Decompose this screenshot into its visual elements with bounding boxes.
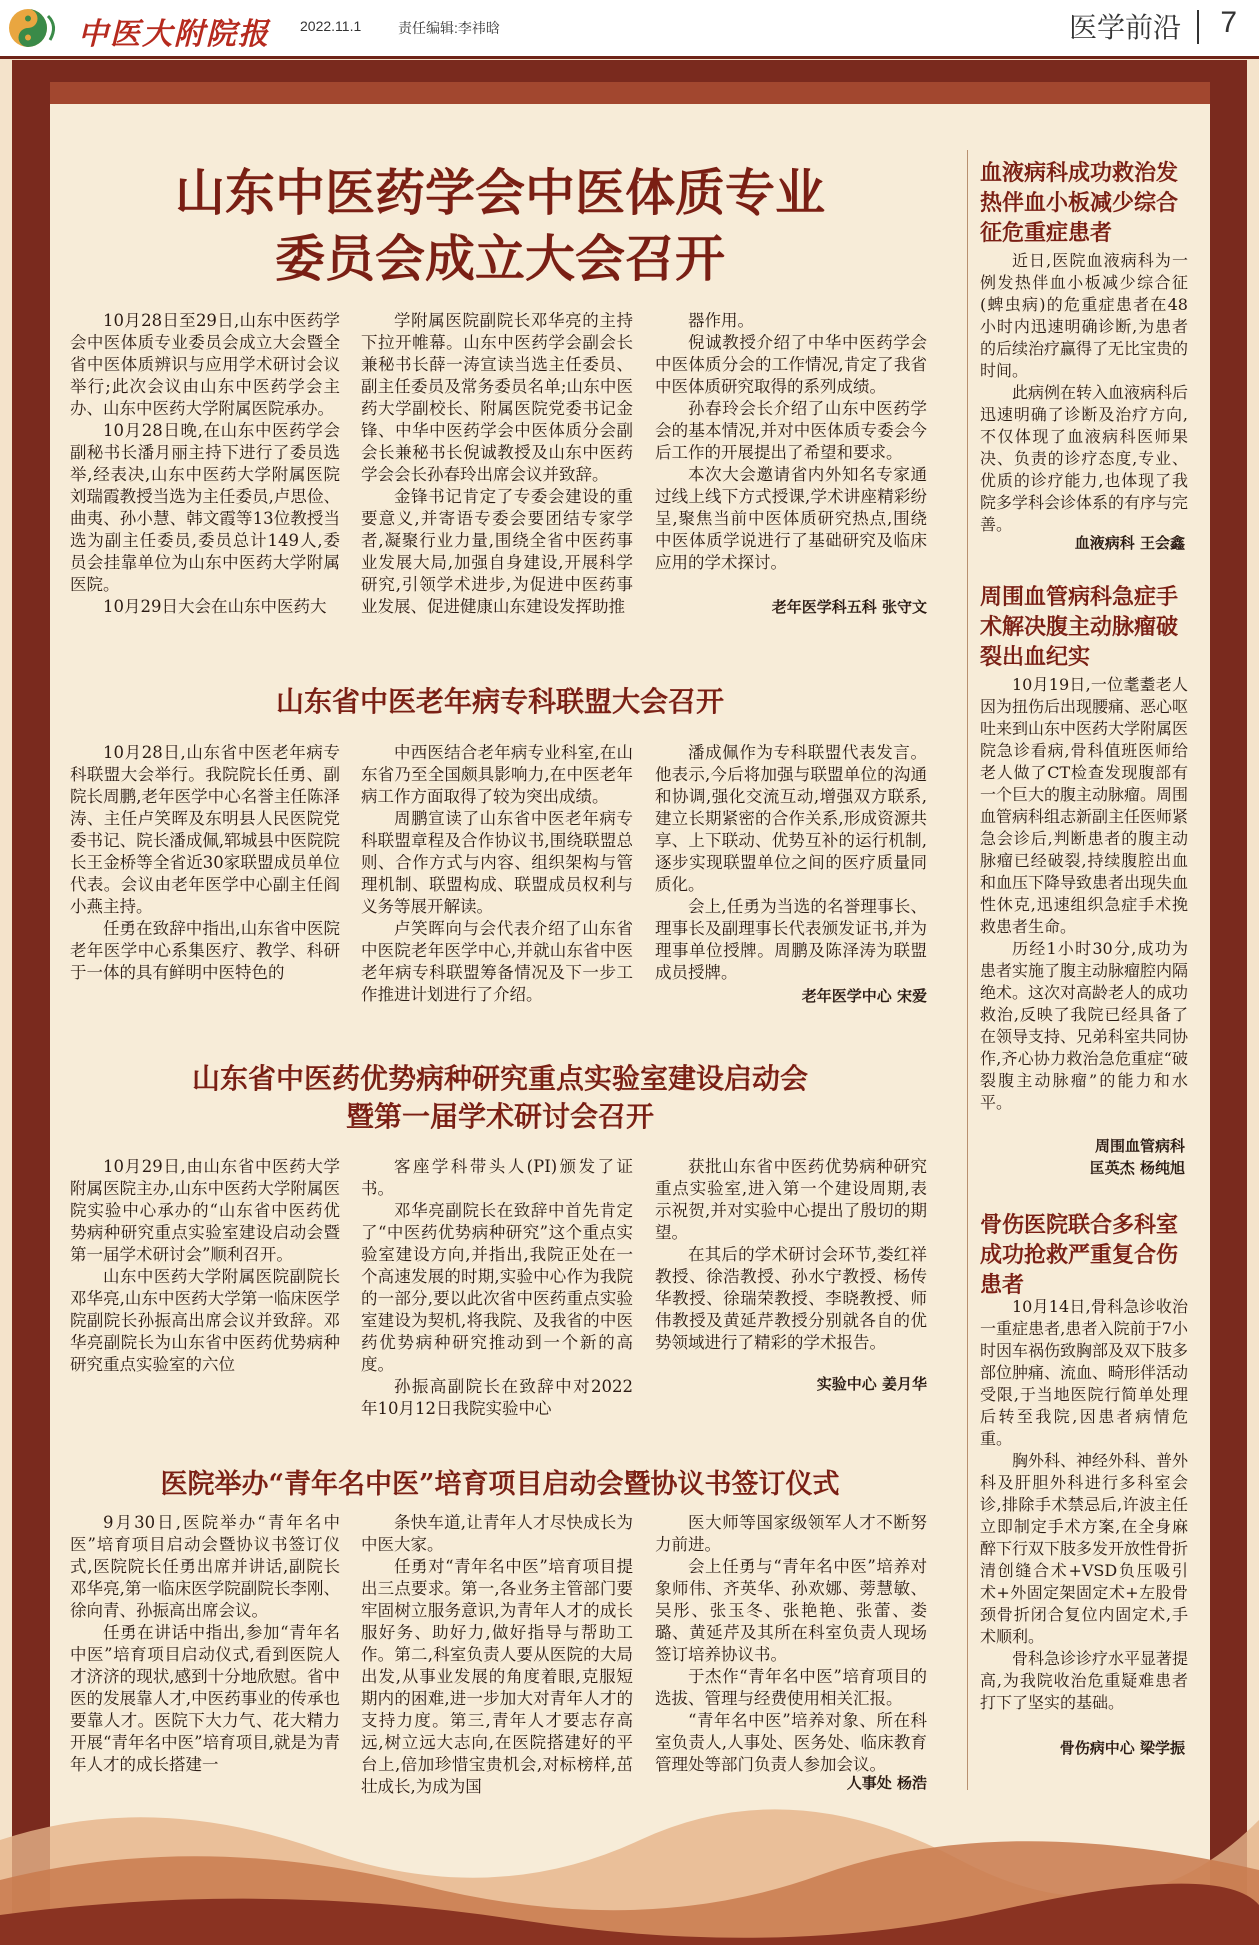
sidebar-article3-body-paragraph: 骨科急诊诊疗水平显著提高,为我院收治危重疑难患者打下了坚实的基础。 [980, 1649, 1189, 1712]
section-name: 医学前沿 [1068, 12, 1181, 43]
article1-col2-paragraph: 金锋书记肯定了专委会建设的重要意义,并寄语专委会要团结专家学者,凝聚行业力量,围绕全省中医药事业发展大局,加强自身建设,开展科学研究,引领学术进步,为促进中医药事业发展、促进健康山东建设发挥助推 [361, 487, 633, 616]
article1-col2-paragraph: 学附属医院副院长邓华亮的主持下拉开帷幕。山东中医药学会副会长兼秘书长薛一涛宣读当选主任委员、副主任委员及常务委员名单;山东中医药大学副校长、附属医院党委书记金锋、中华中医药学会中医体质分会副会长兼秘书长倪诚教授及山东中医药学会会长孙春玲出席会议并致辞。 [361, 311, 633, 484]
sidebar-article1-body [980, 250, 1188, 536]
sidebar-article1-body-paragraph: 此病例在转入血液病科后迅速明确了诊断及治疗方向,不仅体现了血液病科医师果决、负责的诊疗态度,专业、优质的诊疗能力,也体现了我院多学科会诊体系的有序与完善。 [980, 383, 1189, 534]
sidebar-article2-body [980, 674, 1188, 1114]
article4-col2 [361, 1512, 633, 1798]
article2-col1 [70, 742, 340, 984]
article3-col3-paragraph: 获批山东省中医药优势病种研究重点实验室,进入第一个建设周期,表示祝贺,并对实验中心提出了殷切的期望。 [655, 1157, 927, 1242]
column-divider [967, 150, 968, 1790]
sidebar-article3-body [980, 1296, 1188, 1714]
sidebar-article1-byline: 血液病科 王会鑫 [1074, 534, 1185, 552]
article1-col1-paragraph: 10月28日晚,在山东中医药学会副秘书长潘月丽主持下进行了委员选举,经表决,山东中医药大学附属医院刘瑞霞教授当选为主任委员,卢思俭、曲夷、孙小慧、韩文霞等13位教授当选为副主任委员,委员总计149人,委员会挂靠单位为山东中医药大学附属医院。 [70, 421, 340, 594]
article1-col1-paragraph: 10月28日至29日,山东中医药学会中医体质专业委员会成立大会暨全省中医体质辨识与应用学术研讨会议举行;此次会议由山东中医药学会主办、山东中医药大学附属医院承办。 [70, 311, 340, 418]
article4-byline: 人事处 杨浩 [846, 1774, 927, 1792]
article2-col2 [361, 742, 633, 1006]
article2-col1-paragraph: 10月28日,山东省中医老年病专科联盟大会举行。我院院长任勇、副院长周鹏,老年医学中心名誉主任陈泽涛、主任卢笑晖及东明县人民医院党委书记、院长潘成佩,郓城县中医院院长王金桥等全省近30家联盟成员单位代表。会议由老年医学中心副主任阎小燕主持。 [70, 743, 340, 916]
article1-col3-paragraph: 本次大会邀请省内外知名专家通过线上线下方式授课,学术讲座精彩纷呈,聚焦当前中医体质研究热点,围绕中医体质学说进行了基础研究及临床应用的学术探讨。 [655, 465, 927, 572]
article1-col3-paragraph: 倪诚教授介绍了中华中医药学会中医体质分会的工作情况,肯定了我省中医体质研究取得的系列成绩。 [655, 333, 927, 396]
sidebar-article3-body-paragraph: 胸外科、神经外科、普外科及肝胆外科进行多科室会诊,排除手术禁忌后,许波主任立即制定手术方案,在全身麻醉下行双下肢多发开放性骨折清创缝合术+VSD负压吸引术+外固定架固定术+左股骨颈骨折闭合复位内固定术,手术顺利。 [980, 1451, 1189, 1646]
article2-col3 [655, 742, 927, 984]
article4-col1 [70, 1512, 340, 1776]
article4-col3-paragraph: 医大师等国家级领军人才不断努力前进。 [655, 1513, 927, 1554]
sidebar-article2-title: 周围血管病科急症手术解决腹主动脉瘤破裂出血纪实 [980, 584, 1179, 670]
article3-col3-paragraph: 在其后的学术研讨会环节,娄红祥教授、徐浩教授、孙水宁教授、杨传华教授、徐瑞荣教授、李晓教授、师伟教授及黄延芹教授分别就各自的优势领域进行了精彩的学术报告。 [655, 1245, 927, 1352]
article3-col2 [361, 1156, 633, 1420]
sidebar-article3-byline: 骨伤病中心 梁学振 [1059, 1739, 1185, 1757]
article1-col1-paragraph: 10月29日大会在山东中医药大 [103, 597, 327, 616]
article4-title: 医院举办“青年名中医”培育项目启动会暨协议书签订仪式 [160, 1469, 840, 1500]
article2-col2-paragraph: 周鹏宣读了山东省中医老年病专科联盟章程及合作协议书,围绕联盟总则、合作方式与内容、组织架构与管理机制、联盟构成、联盟成员权利与义务等展开解读。 [361, 809, 633, 916]
sidebar-article2-byline-1: 周围血管病科 [1094, 1137, 1185, 1155]
sidebar-article2-byline-2: 匡英杰 杨纯旭 [1089, 1159, 1185, 1177]
main-headline-line-2: 委员会成立大会召开 [275, 229, 725, 288]
responsible-editor: 责任编辑:李祎晗 [398, 20, 500, 36]
article3-col2-paragraph: 孙振高副院长在致辞中对2022年10月12日我院实验中心 [361, 1377, 633, 1418]
article4-col3-paragraph: “青年名中医”培养对象、所在科室负责人,人事处、医务处、临床教育管理处等部门负责人参加会议。 [655, 1711, 927, 1774]
article1-col1 [70, 310, 340, 618]
article3-col3 [655, 1156, 927, 1354]
sidebar-article3-title: 骨伤医院联合多科室成功抢救严重复合伤患者 [980, 1212, 1179, 1298]
article4-col3 [655, 1512, 927, 1776]
article1-col3 [655, 310, 927, 574]
article4-col2-paragraph: 任勇对“青年名中医”培育项目提出三点要求。第一,各业务主管部门要牢固树立服务意识,为青年人才的成长服好务、助好力,做好指导与帮助工作。第二,科室负责人要从医院的大局出发,从事业发展的角度着眼,克服短期内的困难,进一步加大对青年人才的支持力度。第三,青年人才要志存高远,树立远大志向,在医院搭建好的平台上,倍加珍惜宝贵机会,对标榜样,茁壮成长,为成为国 [361, 1557, 633, 1796]
newspaper-brand: 中医大附院报 [78, 17, 270, 52]
article2-col1-paragraph: 任勇在致辞中指出,山东省中医院老年医学中心系集医疗、教学、科研于一体的具有鲜明中医特色的 [70, 919, 340, 982]
article3-col1-paragraph: 山东中医药大学附属医院副院长邓华亮,山东中医药大学第一临床医学院副院长孙振高出席会议并致辞。邓华亮副院长为山东省中医药优势病种研究重点实验室的六位 [70, 1267, 340, 1374]
main-headline-line-1: 山东中医药学会中医体质专业 [175, 163, 825, 222]
article1-col2 [361, 310, 633, 618]
article4-col1-paragraph: 任勇在讲话中指出,参加“青年名中医”培育项目启动仪式,看到医院人才济济的现状,感到十分地欣慰。省中医的发展靠人才,中医药事业的传承也要靠人才。医院下大力气、花大精力开展“青年名中医”培育项目,就是为青年人才的成长搭建一 [70, 1623, 340, 1774]
article4-col2-paragraph: 条快车道,让青年人才尽快成长为中医大家。 [361, 1513, 633, 1554]
article3-col2-paragraph: 客座学科带头人(PI)颁发了证书。 [361, 1157, 633, 1198]
decorative-hills [0, 1780, 1259, 1945]
sidebar-article2-body-paragraph: 历经1小时30分,成功为患者实施了腹主动脉瘤腔内隔绝术。这次对高龄老人的成功救治,反映了我院已经具备了在领导支持、兄弟科室共同协作,齐心协力救治急危重症“破裂腹主动脉瘤”的能力和水平。 [980, 939, 1189, 1112]
article3-title-line-2: 暨第一届学术研讨会召开 [345, 1100, 654, 1133]
issue-date: 2022.11.1 [300, 18, 362, 34]
article3-title-line-1: 山东省中医药优势病种研究重点实验室建设启动会 [191, 1062, 808, 1095]
article1-col3-paragraph: 器作用。 [688, 311, 754, 330]
article4-col3-paragraph: 会上任勇与“青年名中医”培养对象师伟、齐英华、孙欢娜、蒡慧敏、吴彤、张玉冬、张艳艳、张蕾、娄璐、黄延芹及其所在科室负责人现场签订培养协议书。 [655, 1557, 927, 1664]
article2-col2-paragraph: 卢笑晖向与会代表介绍了山东省中医院老年医学中心,并就山东省中医老年病专科联盟筹备情况及下一步工作推进计划进行了介绍。 [361, 919, 633, 1004]
sidebar-article3-body-paragraph: 10月14日,骨科急诊收治一重症患者,患者入院前于7小时因车祸伤致胸部及双下肢多部位肿痛、流血、畸形伴活动受限,于当地医院行简单处理后转至我院,因患者病情危重。 [980, 1297, 1189, 1448]
sidebar-article2-body-paragraph: 10月19日,一位耄耋老人因为扭伤后出现腰痛、恶心呕吐来到山东中医药大学附属医院急诊看病,骨科值班医师给老人做了CT检查发现腹部有一个巨大的腹主动脉瘤。周围血管病科组志新副主任医师紧急会诊后,判断患者的腹主动脉瘤已经破裂,持续腹腔出血和血压下降导致患者出现失血性休克,迅速组织急症手术挽救患者生命。 [980, 675, 1189, 936]
article2-byline: 老年医学中心 宋爱 [801, 987, 927, 1005]
article3-byline: 实验中心 姜月华 [816, 1375, 927, 1393]
article3-title [70, 1060, 930, 1136]
article3-col1 [70, 1156, 340, 1376]
article3-col1-paragraph: 10月29日,由山东省中医药大学附属医院主办,山东中医药大学附属医院实验中心承办的“山东省中医药优势病种研究重点实验室建设启动会暨第一届学术研讨会”顺利召开。 [70, 1157, 340, 1264]
article3-col2-paragraph: 邓华亮副院长在致辞中首先肯定了“中医药优势病种研究”这个重点实验室建设方向,并指出,我院正处在一个高速发展的时期,实验中心作为我院的一部分,要以此次省中医药重点实验室建设为契机,将我院、及我省的中医药优势病种研究推动到一个新的高度。 [361, 1201, 633, 1374]
article2-title: 山东省中医老年病专科联盟大会召开 [275, 685, 724, 718]
decorative-top-strip [50, 82, 1210, 104]
sidebar-article1-body-paragraph: 近日,医院血液病科为一例发热伴血小板减少综合征(蜱虫病)的危重症患者在48小时内迅速明确诊断,为患者的后续治疗赢得了无比宝贵的时间。 [980, 251, 1189, 380]
page-number: 7 [1220, 6, 1237, 39]
hospital-logo-icon [6, 6, 60, 50]
article4-col3-paragraph: 于杰作“青年名中医”培育项目的选拔、管理与经费使用相关汇报。 [655, 1667, 927, 1708]
sidebar-article1-title: 血液病科成功救治发热伴血小板减少综合征危重症患者 [980, 160, 1179, 246]
article2-col3-paragraph: 会上,任勇为当选的名誉理事长、理事长及副理事长代表颁发证书,并为理事单位授牌。周鹏及陈泽涛为联盟成员授牌。 [655, 897, 927, 982]
article1-byline: 老年医学科五科 张守文 [771, 598, 927, 616]
page-header [0, 0, 1259, 59]
main-headline [80, 160, 920, 292]
article2-col2-paragraph: 中西医结合老年病专业科室,在山东省乃至全国颇具影响力,在中医老年病工作方面取得了较为突出成绩。 [361, 743, 633, 806]
article1-col3-paragraph: 孙春玲会长介绍了山东中医药学会的基本情况,并对中医体质专委会今后工作的开展提出了希望和要求。 [655, 399, 927, 462]
header-separator [1197, 10, 1199, 44]
article4-col1-paragraph: 9月30日,医院举办“青年名中医”培育项目启动会暨协议书签订仪式,医院院长任勇出席并讲话,副院长邓华亮,第一临床医学院副院长李刚、徐向青、孙振高出席会议。 [70, 1513, 340, 1620]
article2-col3-paragraph: 潘成佩作为专科联盟代表发言。他表示,今后将加强与联盟单位的沟通和协调,强化交流互动,增强双方联系,建立长期紧密的合作关系,形成资源共享、上下联动、优势互补的运行机制,逐步实现联盟单位之间的医疗质量同质化。 [655, 743, 927, 894]
